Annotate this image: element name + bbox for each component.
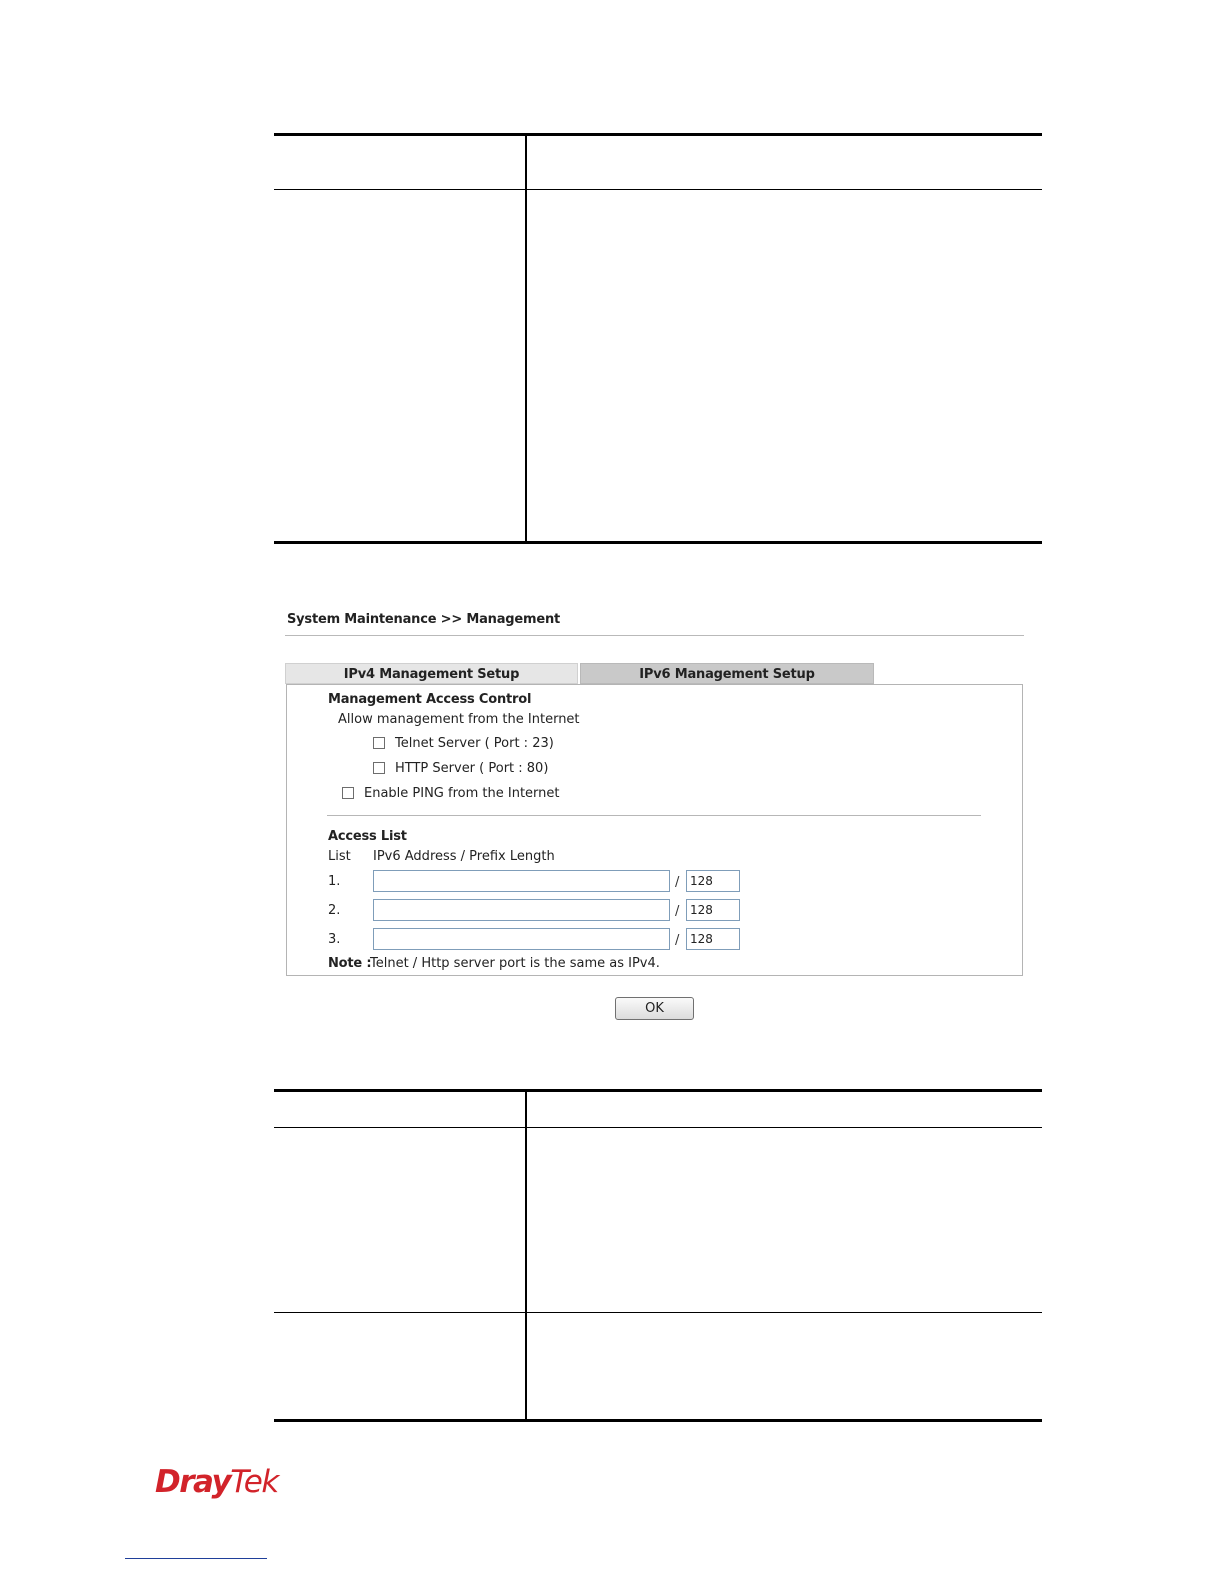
prefix-separator: / <box>675 904 680 919</box>
access-list-col-list: List <box>328 849 351 864</box>
table-column-divider <box>525 133 527 544</box>
ipv6-address-input-2[interactable] <box>373 899 670 921</box>
logo-tek: Tek <box>230 1464 278 1500</box>
table-header-divider <box>274 1127 1042 1128</box>
note-text: Telnet / Http server port is the same as IPv4. <box>370 956 660 971</box>
access-list-row-index: 2. <box>328 903 341 918</box>
doc-table-top <box>274 133 1042 544</box>
access-list-col-address: IPv6 Address / Prefix Length <box>373 849 555 864</box>
draytek-logo <box>155 1464 278 1500</box>
prefix-length-input-2[interactable] <box>686 899 740 921</box>
table-header-divider <box>274 189 1042 190</box>
page-title: System Maintenance >> Management <box>287 612 561 627</box>
access-list-row-index: 1. <box>328 874 341 889</box>
management-access-control-heading: Management Access Control <box>328 692 532 707</box>
note-label: Note : <box>328 956 372 971</box>
tab-ipv6-management-setup[interactable]: IPv6 Management Setup <box>580 663 874 684</box>
table-row-divider <box>274 1312 1042 1313</box>
http-server-label: HTTP Server ( Port : 80) <box>395 761 549 776</box>
ipv6-address-input-1[interactable] <box>373 870 670 892</box>
allow-management-label: Allow management from the Internet <box>338 712 580 727</box>
title-divider <box>285 635 1024 636</box>
table-column-divider <box>525 1089 527 1422</box>
prefix-separator: / <box>675 933 680 948</box>
section-divider <box>327 815 981 816</box>
prefix-separator: / <box>675 875 680 890</box>
telnet-server-label: Telnet Server ( Port : 23) <box>395 736 554 751</box>
doc-table-bottom <box>274 1089 1042 1423</box>
enable-ping-checkbox[interactable] <box>342 787 354 799</box>
access-list-heading: Access List <box>328 829 407 844</box>
prefix-length-input-3[interactable] <box>686 928 740 950</box>
http-server-checkbox[interactable] <box>373 762 385 774</box>
ok-button[interactable]: OK <box>615 997 694 1020</box>
table-top-border <box>274 133 1042 136</box>
table-bottom-border <box>274 1419 1042 1422</box>
footer-link-underline <box>125 1558 267 1559</box>
access-list-row-index: 3. <box>328 932 341 947</box>
telnet-server-checkbox[interactable] <box>373 737 385 749</box>
table-top-border <box>274 1089 1042 1092</box>
prefix-length-input-1[interactable] <box>686 870 740 892</box>
table-bottom-border <box>274 541 1042 544</box>
enable-ping-label: Enable PING from the Internet <box>364 786 560 801</box>
logo-dray: Dray <box>155 1464 231 1500</box>
ipv6-address-input-3[interactable] <box>373 928 670 950</box>
tab-ipv4-management-setup[interactable]: IPv4 Management Setup <box>285 663 578 684</box>
